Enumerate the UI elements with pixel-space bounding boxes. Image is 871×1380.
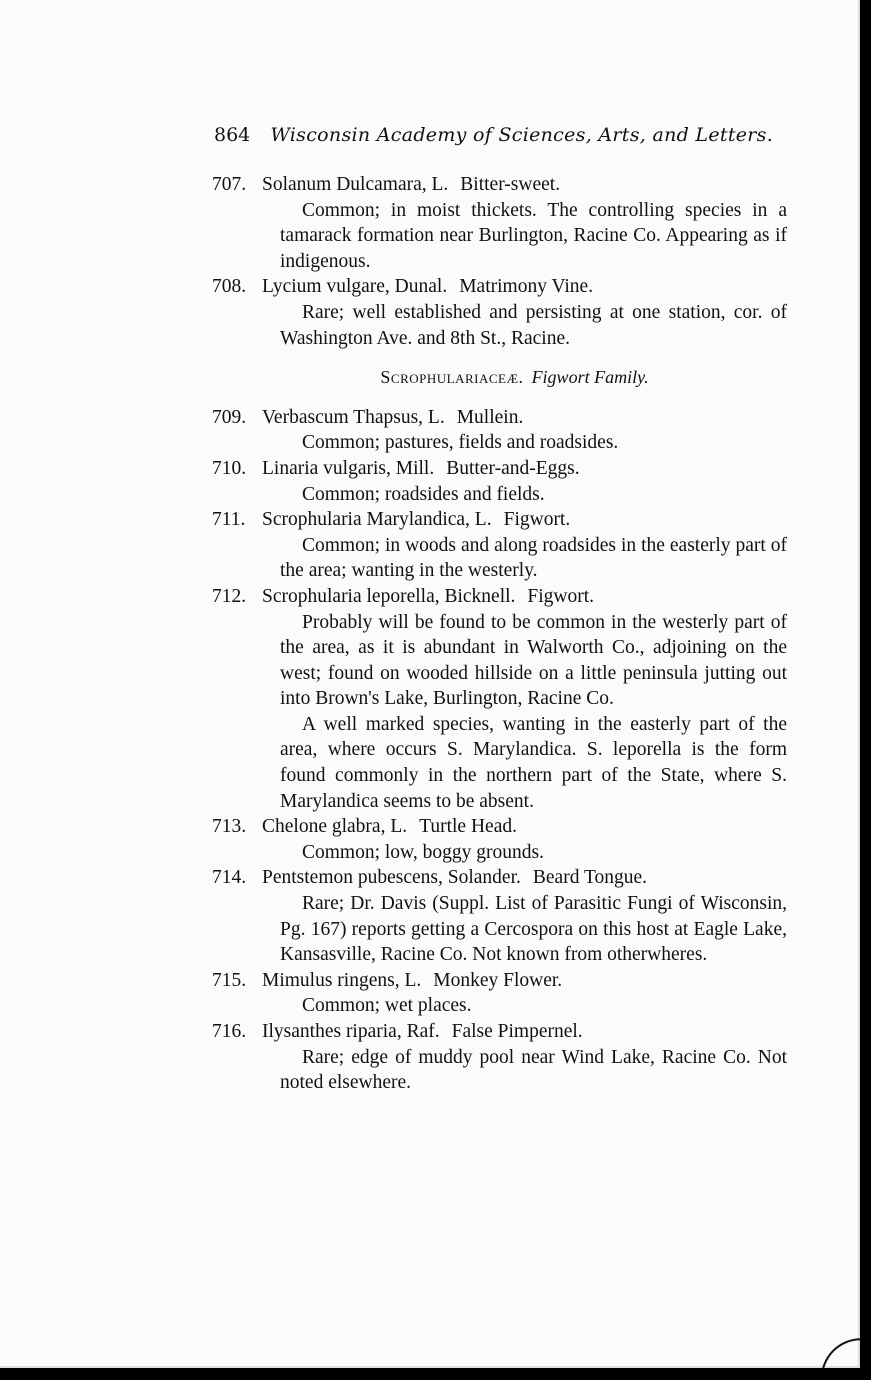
species-entry <box>212 968 787 1019</box>
common-name: Figwort. <box>527 585 595 607</box>
entry-note: Rare; well established and persisting at one station, cor. of Washington Ave. and 8th St., Racine. <box>280 301 787 349</box>
species-list <box>212 172 787 1096</box>
species-entry <box>212 172 787 274</box>
common-name: Butter-and-Eggs. <box>446 457 580 479</box>
entry-note: Common; pastures, fields and roadsides. <box>302 432 619 454</box>
common-name: Mullein. <box>456 406 524 428</box>
entry-note: Rare; edge of muddy pool near Wind Lake, Racine Co. Not noted elsewhere. <box>280 1046 787 1094</box>
running-header <box>214 124 773 146</box>
species-name: Mimulus ringens, L. <box>262 969 422 991</box>
species-name: Ilysanthes riparia, Raf. <box>262 1021 440 1042</box>
entry-note: A well marked species, wanting in the easterly part of the area, where occurs S. Marylandica. S. leporella is the form found commonly in the northern part of the State, where S. Marylandica seems to be absent. <box>280 713 787 812</box>
species-name: Scrophularia Marylandica, L. <box>262 509 492 531</box>
entry-number: 715. <box>212 969 247 991</box>
species-name: Scrophularia leporella, Bicknell. <box>262 585 516 607</box>
entry-note: Common; low, boggy grounds. <box>302 841 544 863</box>
entry-note: Common; in woods and along roadsides in the easterly part of the area; wanting in the westerly. <box>280 534 787 582</box>
species-entry <box>212 865 787 967</box>
species-entry <box>212 405 787 456</box>
entry-number: 713. <box>212 816 247 838</box>
entry-number: 712. <box>212 585 247 607</box>
species-entry <box>212 1019 787 1096</box>
entry-number: 711. <box>212 509 246 531</box>
entry-number: 708. <box>212 276 247 298</box>
species-name: Chelone glabra, L. <box>262 816 408 838</box>
family-common-name: Figwort Family. <box>531 367 649 388</box>
entry-number: 714. <box>212 867 247 889</box>
entry-number: 716. <box>212 1021 247 1042</box>
entry-note: Common; roadsides and fields. <box>302 483 545 505</box>
species-name: Pentstemon pubescens, Solander. <box>262 867 521 889</box>
entry-note: Common; wet places. <box>302 995 472 1017</box>
species-name: Linaria vulgaris, Mill. <box>262 457 435 479</box>
common-name: Matrimony Vine. <box>459 276 594 298</box>
common-name: Beard Tongue. <box>532 867 648 889</box>
journal-title: Wisconsin Academy of Sciences, Arts, and Letters. <box>270 124 774 146</box>
entry-note: Probably will be found to be common in the westerly part of the area, as it is abundant in Walworth Co., adjoining on the west; found on wooded hillside on a little peninsula jutting out into Brown's Lake, Burlington, Racine Co. <box>280 611 787 710</box>
species-name: Lycium vulgare, Dunal. <box>262 276 448 298</box>
common-name: Bitter-sweet. <box>460 174 561 195</box>
common-name: Monkey Flower. <box>433 969 563 991</box>
page-number: 864 <box>214 124 251 146</box>
species-entry <box>212 274 787 351</box>
common-name: Turtle Head. <box>419 816 517 838</box>
entry-number: 707. <box>212 174 247 195</box>
species-name: Solanum Dulcamara, L. <box>262 174 449 195</box>
species-entry <box>212 814 787 865</box>
page-curl-mark <box>821 1332 860 1368</box>
species-name: Verbascum Thapsus, L. <box>262 406 445 428</box>
species-entry <box>212 507 787 584</box>
species-entry <box>212 584 787 814</box>
entry-note: Common; in moist thickets. The controlling species in a tamarack formation near Burlington, Racine Co. Appearing as if indigenous. <box>280 199 787 272</box>
entry-number: 710. <box>212 457 247 479</box>
entry-note: Rare; Dr. Davis (Suppl. List of Parasitic Fungi of Wisconsin, Pg. 167) reports getting a Cercospora on this host at Eagle Lake, Kansasville, Racine Co. Not known from otherwheres. <box>280 893 787 966</box>
entry-number: 709. <box>212 406 247 428</box>
common-name: False Pimpernel. <box>451 1021 583 1042</box>
family-latin-name: Scrophulariaceæ. <box>380 367 524 388</box>
family-heading <box>242 365 787 391</box>
species-entry <box>212 456 787 507</box>
common-name: Figwort. <box>503 509 571 531</box>
